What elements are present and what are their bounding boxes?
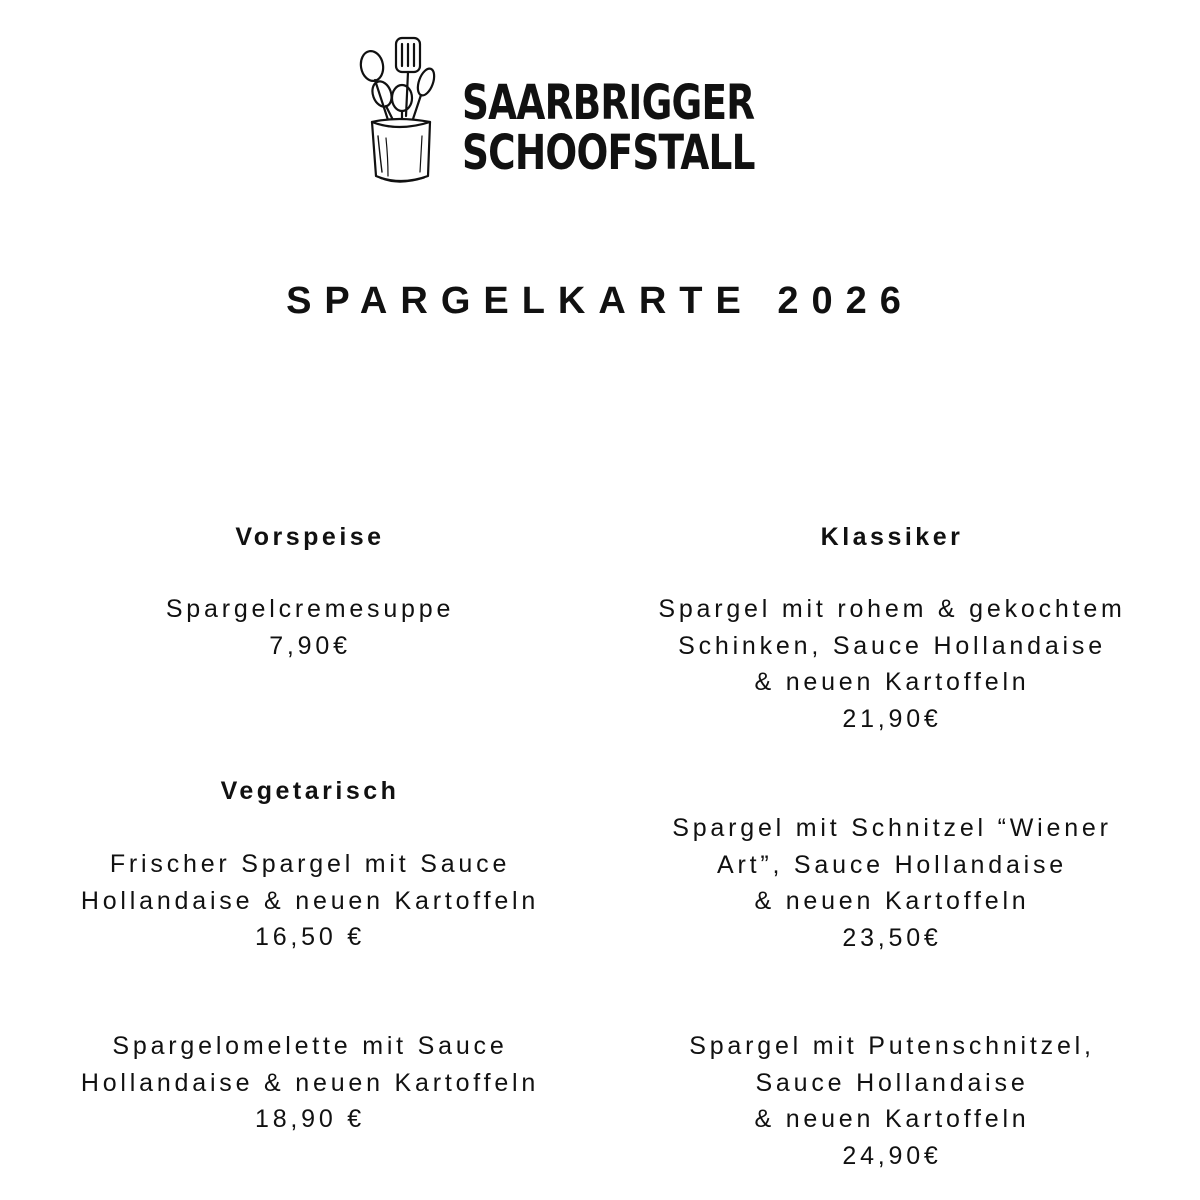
menu-item-line: Spargel mit Putenschnitzel, — [689, 1032, 1095, 1060]
section-heading-klassiker: Klassiker — [820, 523, 964, 551]
menu-item-spargel-schnitzel — [592, 810, 1192, 956]
brand-line-2: SCHOOFSTALL — [462, 125, 755, 181]
menu-item-line: & neuen Kartoffeln — [754, 887, 1030, 915]
menu-item-price: 23,50€ — [842, 923, 942, 952]
menu-item-line: Spargel mit Schnitzel “Wiener — [672, 814, 1112, 842]
menu-item-frischer-spargel — [10, 846, 610, 956]
menu-item-price: 18,90 € — [254, 1105, 365, 1133]
menu-item-spargelomelette — [10, 1028, 610, 1138]
page-title: SPARGELKARTE 2026 — [286, 280, 914, 322]
menu-item-line: Schinken, Sauce Hollandaise — [678, 631, 1106, 660]
menu-item-line: Frischer Spargel mit Sauce — [109, 850, 511, 878]
brand-line-1: SAARBRIGGER — [462, 75, 755, 131]
menu-item-line: Spargelcremesuppe — [165, 595, 455, 623]
section-heading-vegetarisch: Vegetarisch — [220, 777, 400, 805]
menu-item-spargel-schinken — [592, 591, 1192, 737]
utensil-jar-icon — [358, 36, 440, 188]
menu-item-line: Hollandaise & neuen Kartoffeln — [80, 886, 540, 915]
menu-item-line: & neuen Kartoffeln — [754, 1105, 1030, 1133]
menu-item-line: Spargel mit rohem & gekochtem — [658, 595, 1126, 623]
menu-item-line: Sauce Hollandaise — [755, 1068, 1029, 1097]
menu-item-line: Spargelomelette mit Sauce — [112, 1032, 508, 1060]
menu-item-line: Art”, Sauce Hollandaise — [716, 850, 1068, 879]
menu-item-line: & neuen Kartoffeln — [754, 668, 1030, 696]
section-heading-vorspeise: Vorspeise — [235, 523, 385, 551]
menu-item-price: 7,90€ — [269, 631, 351, 660]
menu-item-price: 24,90€ — [842, 1141, 942, 1170]
menu-item-spargelcremesuppe — [10, 591, 610, 664]
brand-logo — [462, 75, 755, 181]
menu-item-price: 21,90€ — [842, 704, 942, 733]
menu-item-spargel-putenschnitzel — [592, 1028, 1192, 1174]
menu-item-price: 16,50 € — [254, 923, 365, 951]
menu-item-line: Hollandaise & neuen Kartoffeln — [80, 1068, 540, 1097]
